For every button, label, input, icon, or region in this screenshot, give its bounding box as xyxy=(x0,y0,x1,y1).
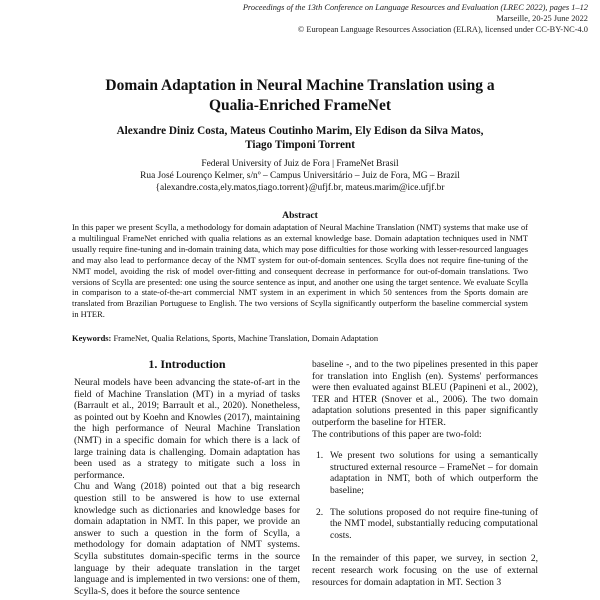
list-item xyxy=(312,450,538,496)
proceedings-header: Proceedings of the 13th Conference on Language Resources and Evaluation (LREC 2022), pages 1–12 xyxy=(242,3,588,12)
list-item-number: 2. xyxy=(316,506,324,518)
abstract-heading: Abstract xyxy=(282,210,318,221)
title-line-1: Domain Adaptation in Neural Machine Translation using a xyxy=(105,77,495,94)
affiliation-line-2: Rua José Lourenço Kelmer, s/nº – Campus Universitário – Juiz de Fora, MG – Brazil xyxy=(140,171,460,181)
right-paragraph-3: In the remainder of this paper, we survey, in section 2, recent research work focusing on the use of external resources for domain adaptation in MT. Section 3 xyxy=(312,553,538,588)
authors-line-2: Tiago Timponi Torrent xyxy=(245,139,355,151)
left-column xyxy=(74,377,300,597)
list-item xyxy=(312,507,538,542)
conference-location: Marseille, 20-25 June 2022 xyxy=(496,14,588,23)
paper-title xyxy=(40,76,560,116)
keywords-text: FrameNet, Qualia Relations, Sports, Machine Translation, Domain Adaptation xyxy=(113,333,379,343)
intro-paragraph-2: Chu and Wang (2018) pointed out that a big research question still to be answered is how to use external knowledge such as dictionaries and knowledge bases for domain adaptation in NMT. In this paper, we provide an answer to such a question in the form of Scylla, a methodology for domain adaptation of NMT systems. Scylla substitutes domain-specific terms in the source language by their adequate translation in the target language and is implemented in two versions: one of them, Scylla-S, does it before the source sentence xyxy=(74,481,300,597)
keywords-label: Keywords: xyxy=(72,333,112,343)
list-item-text: We present two solutions for using a semantically structured external resource – FrameNet – for domain adaptation in NMT, both of which outperform the baseline; xyxy=(330,450,538,496)
author-list xyxy=(40,124,560,152)
title-line-2: Qualia-Enriched FrameNet xyxy=(208,97,392,114)
contributions-list xyxy=(312,450,538,541)
intro-paragraph-1: Neural models have been advancing the state-of-art in the field of Machine Translation (MT) in a myriad of tasks (Barrault et al., 2019; Barrault et al., 2020). Nonetheless, as pointed out by Koehn and Knowles (2017), maintaining the high performance of Neural Machine Translation (NMT) in a specific domain for which there is a lack of large training data is challenging. Domain adaptation has been used as a strategy to mitigate such a loss in performance. xyxy=(74,377,300,481)
abstract-text: In this paper we present Scylla, a methodology for domain adaptation of Neural Machine Translation (NMT) systems that make use of a multilingual FrameNet enriched with qualia relations as an external knowledge base. Domain adaptation techniques used in NMT usually require fine-tuning and in-domain training data, which may pose difficulties for those working with lesser-resourced languages and may also lead to performance decay of the NMT system for out-of-domain sentences. Scylla does not require fine-tuning of the NMT model, avoiding the risk of model over-fitting and consequent decrease in performance for out-of-domain translations. Two versions of Scylla are presented: one using the source sentence as input, and another one using the target sentence. We evaluate Scylla in comparison to a state-of-the-art commercial NMT system in an experiment in which 50 sentences from the Sports domain are translated from Brazilian Portuguese to English. The two versions of Scylla significantly outperform the baseline commercial system in HTER. xyxy=(72,222,528,320)
keywords xyxy=(72,333,528,344)
license-line: © European Language Resources Association (ELRA), licensed under CC-BY-NC-4.0 xyxy=(297,25,588,34)
affiliation-line-1: Federal University of Juiz de Fora | FrameNet Brasil xyxy=(201,159,399,169)
authors-line-1: Alexandre Diniz Costa, Mateus Coutinho Marim, Ely Edison da Silva Matos, xyxy=(116,125,484,137)
affiliation-line-3: {alexandre.costa,ely.matos,tiago.torrent}@ufjf.br, mateus.marim@ice.ufjf.br xyxy=(155,183,445,193)
affiliation xyxy=(40,158,560,194)
right-paragraph-1: baseline -, and to the two pipelines presented in this paper for translation into English (en). Systems' performances were then evaluated against BLEU (Papineni et al., 2002), TER and HTER (Snover et al., 2006). The two domain adaptation solutions presented in this paper significantly outperform the baseline for HTER. xyxy=(312,359,538,428)
section-heading-introduction: 1. Introduction xyxy=(148,357,226,371)
list-item-number: 1. xyxy=(316,450,324,462)
right-column xyxy=(312,359,538,588)
list-item-text: The solutions proposed do not require fine-tuning of the NMT model, substantially reducing computational costs. xyxy=(330,506,538,541)
right-paragraph-2: The contributions of this paper are two-fold: xyxy=(312,428,482,440)
